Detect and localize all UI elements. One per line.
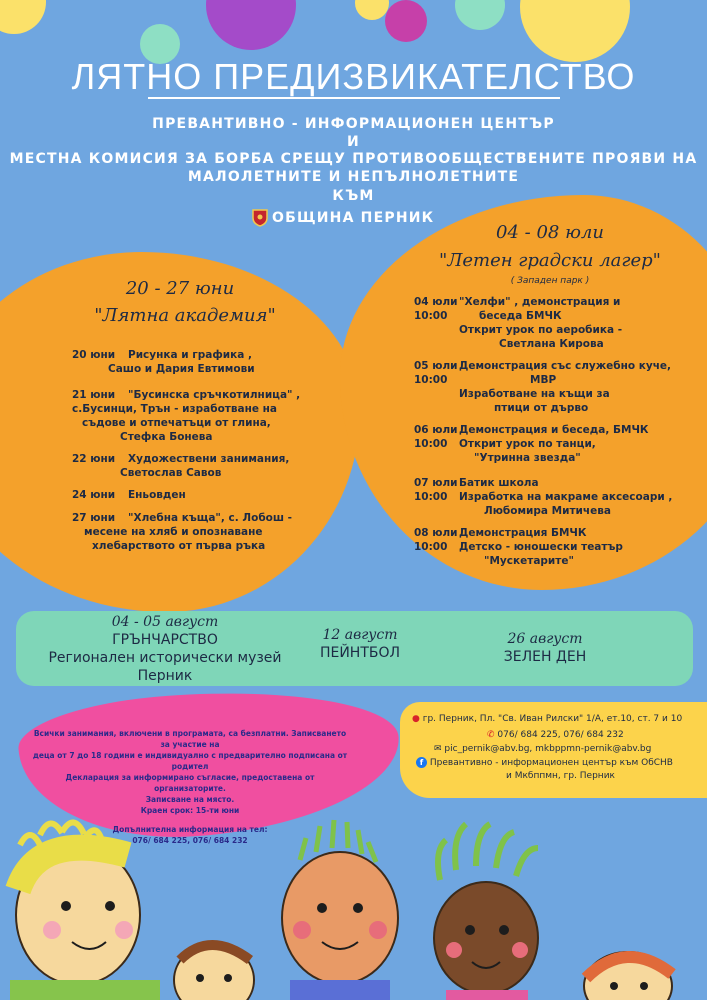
camp-title: "Летен градски лагер": [439, 250, 661, 271]
august-paintball: 12 август ПЕЙНТБОЛ: [319, 627, 401, 661]
facebook-icon: f: [416, 757, 427, 768]
bubble-purple: [206, 0, 296, 50]
august-green-day: 26 август ЗЕЛЕН ДЕН: [503, 631, 587, 665]
contact-phone: 076/ 684 225, 076/ 684 232: [497, 730, 624, 740]
contact-email-row: [434, 743, 651, 756]
kid-small-left: [174, 944, 254, 1000]
org-line-4: МАЛОЛЕТНИТЕ И НЕПЪЛНОЛЕТНИТЕ: [187, 169, 520, 185]
kid-small-right: [584, 952, 672, 1000]
participation-notice: Всички занимания, включени в програмата, са безплатни. Записването за участие на деца от 7 до 18 години е индивидуално с предварително подписана от родител Декларация за информирано съгласие, предоставена от организаторите. Записване на място. Краен срок: 15-ти юни Допълнителна информация на тел: 076/ 684 225, 076/ 684 232: [32, 729, 348, 845]
bubble-teal-right: [455, 0, 505, 30]
academy-event-3: 22 юни Художествени занимания, Светослав Савов: [72, 453, 290, 479]
map-pin-icon: ●: [412, 714, 420, 724]
academy-event-1: 20 юни Рисунка и графика , Сашо и Дария Евтимови: [72, 349, 255, 375]
camp-location: ( Западен парк ): [510, 276, 590, 286]
academy-event-4: 24 юни Еньовден: [72, 489, 186, 501]
facebook-page-line2: и Мкбппмн, гр. Перник: [506, 771, 615, 781]
kid-left: [10, 822, 160, 1000]
bubble-yellow-right: [520, 0, 630, 62]
camp-event-5: 08 юлиДемонстрация БМЧК 10:00 Детско - юношески театър "Мускетарите": [414, 527, 623, 567]
municipality-name: ОБЩИНА ПЕРНИК: [272, 210, 435, 226]
org-line-2: И: [347, 134, 360, 150]
email-icon: ✉: [434, 744, 442, 754]
camp-dates: 04 - 08 юли: [496, 222, 604, 243]
camp-event-4: 07 юлиБатик школа 10:00 Изработка на макраме аксесоари , Любомира Митичева: [414, 477, 673, 517]
org-line-3: МЕСТНА КОМИСИЯ ЗА БОРБА СРЕЩУ ПРОТИВООБЩЕСТВЕНИТЕ ПРОЯВИ НА: [9, 151, 698, 167]
academy-title: "Лятна академия": [94, 305, 276, 326]
facebook-page[interactable]: Превантивно - информационен център към ОбСНВ: [429, 758, 673, 768]
bubble-yellow: [0, 0, 46, 34]
contact-email[interactable]: pic_pernik@abv.bg, mkbppmn-pernik@abv.bg: [444, 744, 652, 754]
kids-illustration: [0, 810, 707, 1000]
org-line-5: КЪМ: [332, 188, 375, 204]
title-underline: [148, 97, 560, 99]
camp-event-2: 05 юлиДемонстрация със служебно куче, 10:00 МВР Изработване на къщи за птици от дърво: [414, 360, 672, 414]
contact-phone-row: [487, 729, 624, 742]
bubble-yellow-small: [355, 0, 389, 20]
contact-facebook-row: [416, 757, 706, 783]
page-title: ЛЯТНО ПРЕДИЗВИКАТЕЛСТВО: [71, 56, 636, 97]
kid-right: [434, 824, 538, 1000]
kid-center: [282, 820, 398, 1000]
coat-of-arms-icon: [252, 209, 268, 227]
bubble-magenta: [385, 0, 427, 42]
contact-address-row: [412, 713, 707, 726]
phone-icon: ✆: [487, 730, 495, 740]
org-line-1: ПРЕВАНТИВНО - ИНФОРМАЦИОНЕН ЦЕНТЪР: [152, 116, 555, 132]
contact-address: гр. Перник, Пл. "Св. Иван Рилски" 1/А, ет.10, ст. 7 и 10: [422, 714, 683, 724]
academy-event-2: 21 юни "Бусинска сръчкотилница" , с.Бусинци, Трън - изработване на съдове и отпечатъци от глина, Стефка Бонева: [72, 389, 301, 443]
camp-event-1: 04 юли"Хелфи" , демонстрация и 10:00 беседа БМЧК Открит урок по аеробика - Светлана Кирова: [414, 296, 623, 350]
academy-event-5: 27 юни "Хлебна къща", с. Лобош - месене на хляб и опознаване хлебарството от първа ръка: [72, 512, 293, 552]
camp-event-3: 06 юлиДемонстрация и беседа, БМЧК 10:00 Открит урок по танци, "Утринна звезда": [414, 424, 649, 464]
august-pottery: 04 - 05 август ГРЪНЧАРСТВО Регионален исторически музей Перник: [48, 614, 282, 684]
academy-dates: 20 - 27 юни: [125, 278, 235, 299]
